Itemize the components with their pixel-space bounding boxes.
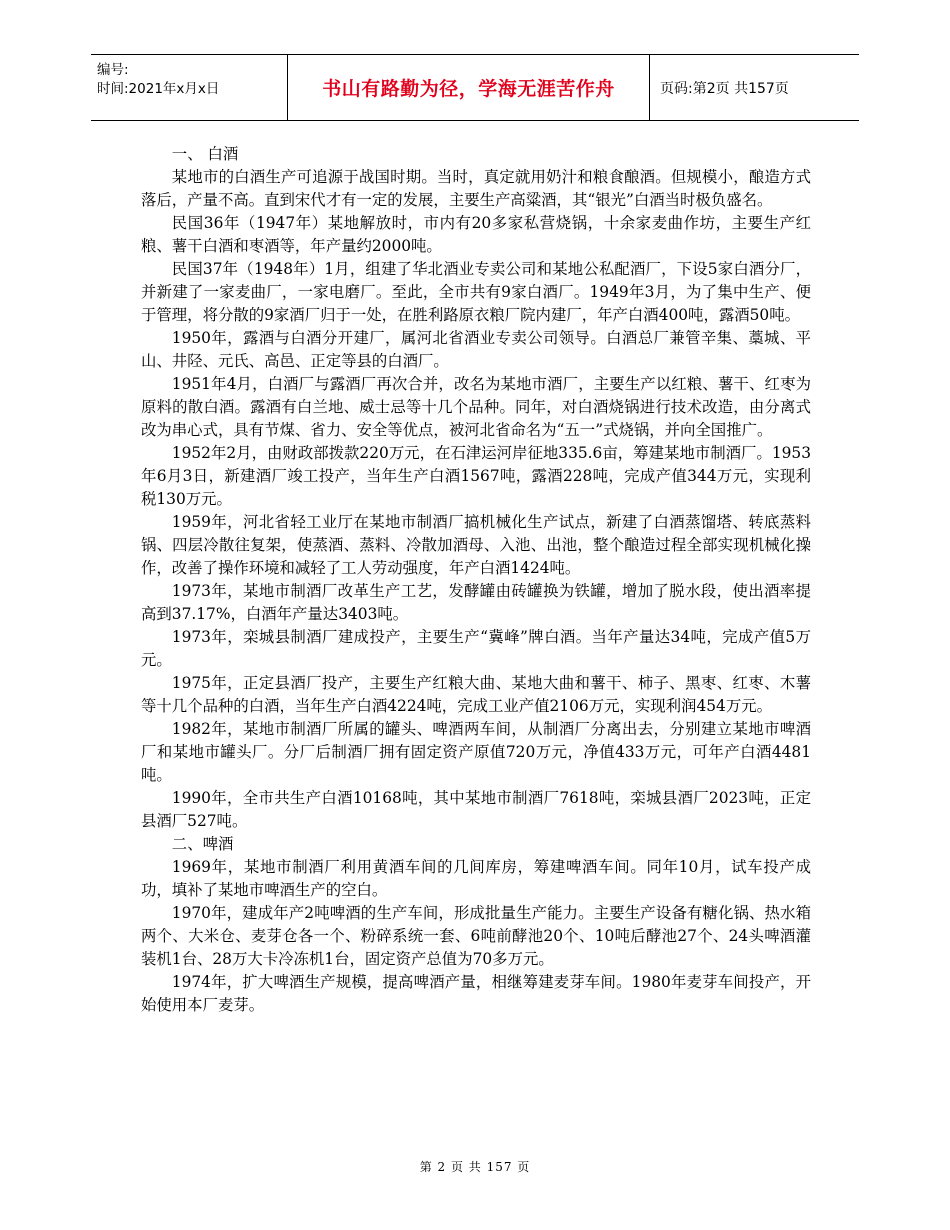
body-paragraph: 1950年，露酒与白酒分开建厂，属河北省酒业专卖公司领导。白酒总厂兼管辛集、藁城、平山、井陉、元氏、高邑、正定等县的白酒厂。 (141, 329, 811, 370)
body-paragraph: 1951年4月，白酒厂与露酒厂再次合并，改名为某地市酒厂，主要生产以红粮、薯干、红枣为原料的散白酒。露酒有白兰地、威士忌等十几个品种。同年，对白酒烧锅进行技术改造，由分离式改为串心式，具有节煤、省力、安全等优点，被河北省命名为“五一”式烧锅，并向全国推广。 (141, 375, 811, 439)
page-header (91, 54, 859, 121)
body-paragraph: 民国36年（1947年）某地解放时，市内有20多家私营烧锅，十余家麦曲作坊，主要生产红粮、薯干白酒和枣酒等，年产量约2000吨。 (141, 214, 811, 255)
page-footer: 第 2 页 共 157 页 (419, 1160, 531, 1174)
body-paragraph: 某地市的白酒生产可追源于战国时期。当时，真定就用奶汁和粮食酿酒。但规模小，酿造方式落后，产量不高。直到宋代才有一定的发展，主要生产高粱酒，其“银光”白酒当时极负盛名。 (141, 168, 811, 209)
body-paragraph: 1982年，某地市制酒厂所属的罐头、啤酒两车间，从制酒厂分离出去，分别建立某地市啤酒厂和某地市罐头厂。分厂后制酒厂拥有固定资产原值720万元，净值433万元，可年产白酒4481吨。 (141, 720, 811, 784)
document-time-label: 时间:2021年x月x日 (97, 81, 220, 97)
body-paragraph: 1959年，河北省轻工业厅在某地市制酒厂搞机械化生产试点，新建了白酒蒸馏塔、转底蒸料锅、四层冷散往复架，使蒸酒、蒸料、冷散加酒母、入池、出池，整个酿造过程全部实现机械化操作，改善了操作环境和减轻了工人劳动强度，年产白酒1424吨。 (141, 513, 811, 577)
body-paragraph: 1952年2月，由财政部拨款220万元，在石津运河岸征地335.6亩，筹建某地市制酒厂。1953年6月3日，新建酒厂竣工投产，当年生产白酒1567吨，露酒228吨，完成产值344万元，实现利税130万元。 (141, 444, 811, 508)
section-heading-baijiu: 一、 白酒 (171, 145, 239, 163)
body-paragraph: 1974年，扩大啤酒生产规模，提高啤酒产量，相继筹建麦芽车间。1980年麦芽车间投产，开始使用本厂麦芽。 (141, 973, 811, 1014)
body-paragraph: 1990年，全市共生产白酒10168吨，其中某地市制酒厂7618吨，栾城县酒厂2023吨，正定县酒厂527吨。 (141, 789, 811, 830)
document-number-label: 编号: (97, 62, 129, 78)
body-paragraph: 1969年，某地市制酒厂利用黄酒车间的几间库房，筹建啤酒车间。同年10月，试车投产成功，填补了某地市啤酒生产的空白。 (141, 858, 811, 899)
header-meta (91, 55, 288, 120)
body-paragraph: 1970年，建成年产2吨啤酒的生产车间，形成批量生产能力。主要生产设备有糖化锅、热水箱两个、大米仓、麦芽仓各一个、粉碎系统一套、6吨前酵池20个、10吨后酵池27个、24头啤酒灌装机1台、28万大卡冷冻机1台，固定资产总值为70多万元。 (141, 904, 811, 968)
header-page-info: 页码:第2页 共157页 (660, 80, 789, 97)
body-paragraph: 1975年，正定县酒厂投产，主要生产红粮大曲、某地大曲和薯干、柿子、黑枣、红枣、木薯等十几个品种的白酒，当年生产白酒4224吨，完成工业产值2106万元，实现利润454万元。 (141, 674, 811, 715)
document-body (141, 143, 811, 1017)
header-motto: 书山有路勤为径，学海无涯苦作舟 (288, 55, 650, 120)
body-paragraph: 1973年，栾城县制酒厂建成投产，主要生产“冀峰”牌白酒。当年产量达34吨，完成产值5万元。 (141, 628, 811, 669)
body-paragraph: 民国37年（1948年）1月，组建了华北酒业专卖公司和某地公私配酒厂，下设5家白酒分厂，并新建了一家麦曲厂，一家电磨厂。至此，全市共有9家白酒厂。1949年3月，为了集中生产、便于管理，将分散的9家酒厂归于一处，在胜利路原衣粮厂院内建厂，年产白酒400吨，露酒50吨。 (141, 260, 811, 324)
body-paragraph: 1973年，某地市制酒厂改革生产工艺，发酵罐由砖罐换为铁罐，增加了脱水段，使出酒率提高到37.17%，白酒年产量达3403吨。 (141, 582, 811, 623)
section-heading-beer: 二、啤酒 (171, 835, 234, 853)
